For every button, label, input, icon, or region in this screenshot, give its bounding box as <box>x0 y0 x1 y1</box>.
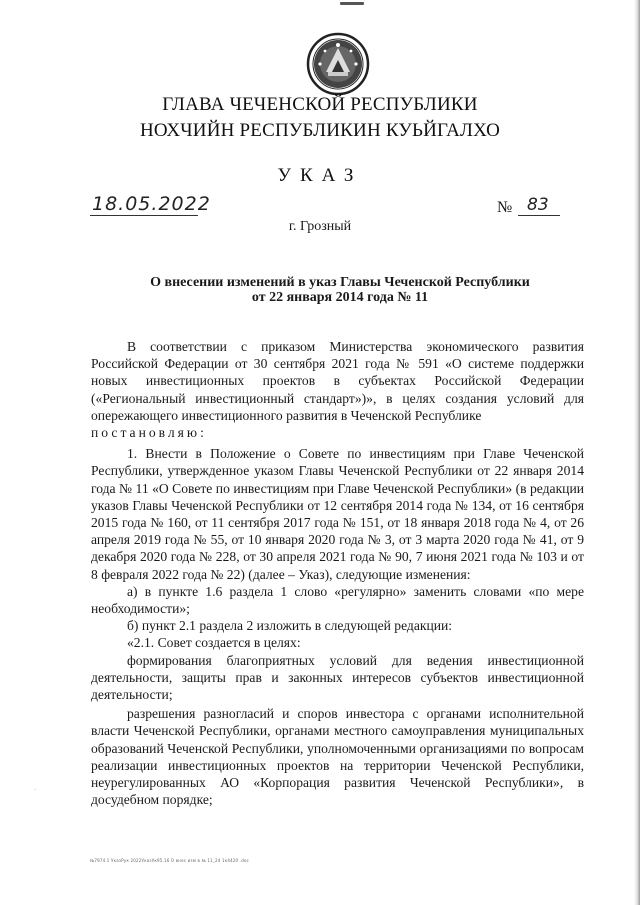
item-1-paragraph: 1. Внести в Положение о Совете по инвестициям при Главе Чеченской Республики, утвержденное указом Главы Чеченской Республики от 22 января 2014 года № 11 «О Совете по инвестициям при Главе Чеченской Республики» (в редакции указов Главы Чеченской Республики от 12 сентября 2014 года № 134, от 16 сентября 2015 года № 160, от 11 сентября 2017 года № 151, от 18 января 2018 года № 4, от 26 апреля 2019 года № 55, от 10 января 2020 года № 3, от 3 марта 2020 года № 41, от 9 декабря 2020 года № 228, от 30 апреля 2021 года № 90, 7 июня 2021 года № 103 и от 8 февраля 2022 года № 22) (далее – Указ), следующие изменения: <box>91 446 584 582</box>
quote-heading: «2.1. Совет создается в целях: <box>127 635 301 651</box>
preamble-paragraph: В соответствии с приказом Министерства экономического развития Российской Федерации от 30 сентября 2021 года № 591 «О системе поддержки новых инвестиционных проектов в субъектах Российской Федерации («Региональный инвестиционный стандарт»)», в целях создания условий для опережающего инвестиционного развития в Чеченской Республике <box>91 339 584 423</box>
scan-mark <box>340 2 364 5</box>
header-title-chechen: НОХЧИЙН РЕСПУБЛИКИН КУЬЙГАЛХО <box>139 120 501 141</box>
goal-paragraph-1: формирования благоприятных условий для ведения инвестиционной деятельности, защиты прав и законных интересов субъектов инвестиционной деятельности; <box>91 652 584 703</box>
document-title-line1: О внесении изменений в указ Главы Чеченской Республики <box>150 275 530 290</box>
date-underline <box>90 215 198 216</box>
item-b-paragraph: б) пункт 2.1 раздела 2 изложить в следующей редакции: <box>127 618 453 634</box>
document-title <box>90 275 590 305</box>
item-a-paragraph: а) в пункте 1.6 раздела 1 слово «регулярно» заменить словами «по мере необходимости»; <box>91 583 584 617</box>
document-title-line2: от 22 января 2014 года № 11 <box>251 290 429 305</box>
number-label: № <box>497 199 513 216</box>
number-underline <box>518 215 560 216</box>
footer-file-code: №7974.1 УказРук 2022УказУк95.16 О внес изм в № 11_24 1к4420 .doc <box>90 858 250 863</box>
scan-speck: · <box>34 786 37 794</box>
document-type-heading: УКАЗ <box>277 165 363 186</box>
city-label: г. Грозный <box>288 219 352 234</box>
decree-word: постановляю: <box>91 425 207 441</box>
header-title-russian: ГЛАВА ЧЕЧЕНСКОЙ РЕСПУБЛИКИ <box>162 94 478 115</box>
handwritten-number: 83 <box>527 195 549 215</box>
handwritten-date: 18.05.2022 <box>92 193 211 215</box>
goal-paragraph-2: разрешения разногласий и споров инвестора с органами исполнительной власти Чеченской Республики, органами местного самоуправления муниципальных образований Чеченской Республики, уполномоченными организациями по вопросам реализации инвестиционных проектов на территории Чеченской Республики, неурегулированных АО «Корпорация развития Чеченской Республики», в досудебном порядке; <box>91 706 584 808</box>
document-body <box>91 338 584 808</box>
coat-of-arms-emblem <box>306 32 370 96</box>
